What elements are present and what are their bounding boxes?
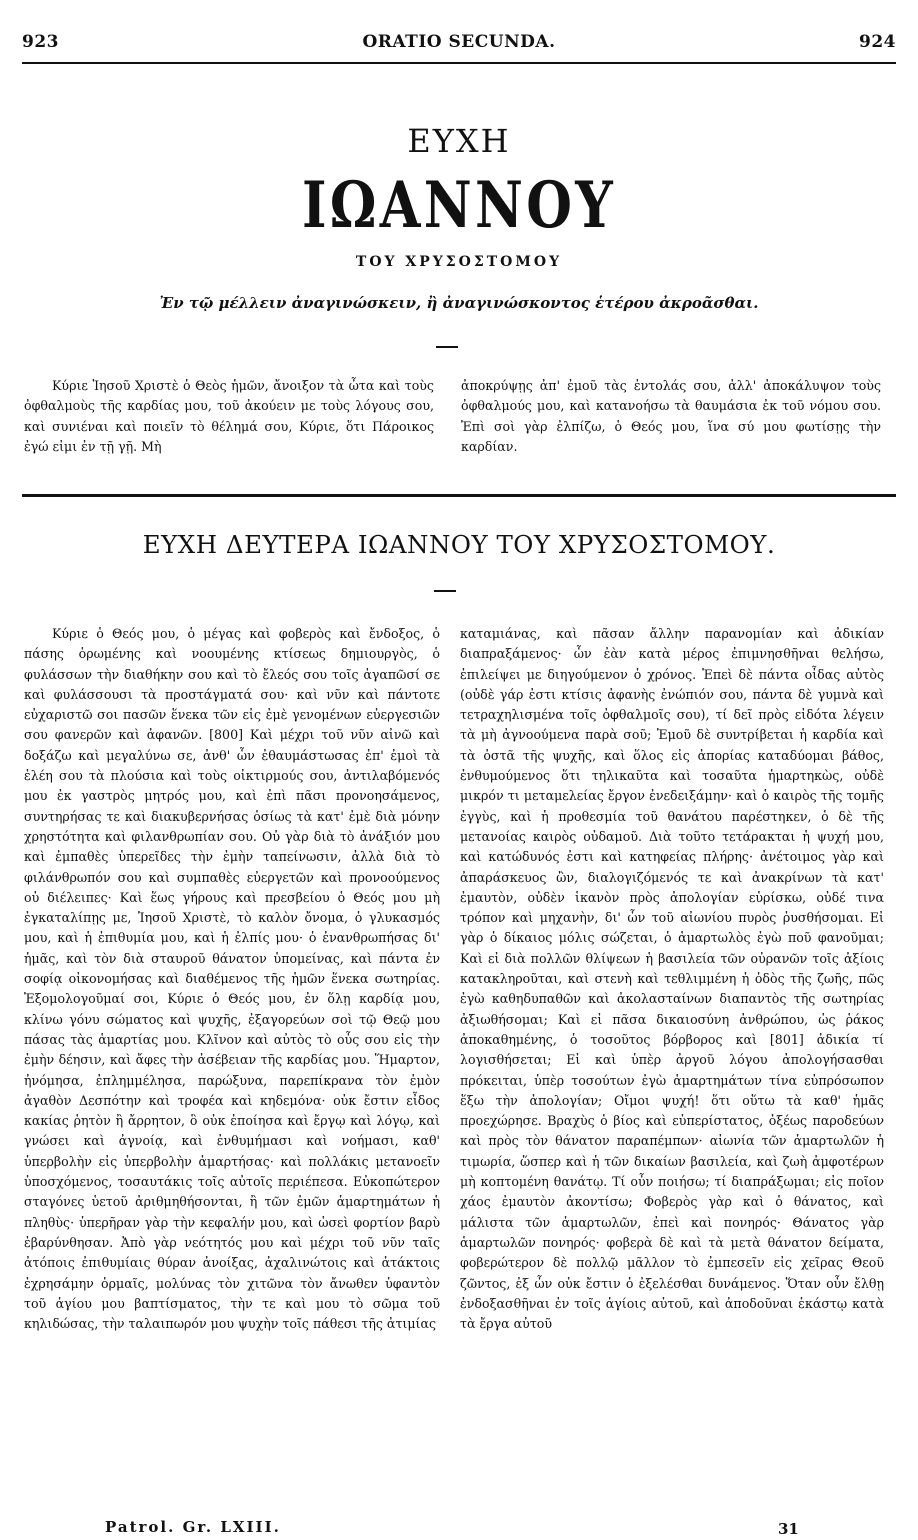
running-title: ORATIO SECUNDA. [362,32,556,52]
prayer1-text-right: ἀποκρύψῃς ἀπ' ἐμοῦ τὰς ἐντολάς σου, ἀλλ' ἀποκάλυψον τοὺς ὀφθαλμούς μου, καὶ κατανοήσω τὰ θαυμάσια ἐκ τοῦ νόμου σου. Ἐπὶ σοὶ γὰρ ἐλπίζω, ὁ Θεός μου, ἵνα σύ μου φωτίσῃς τὴν καρδίαν. [461,378,881,454]
prayer1-subtitle: Ἐν τῷ μέλλειν ἀναγινώσκειν, ἢ ἀναγινώσκοντος ἑτέρου ἀκροᾶσθαι. [159,294,759,312]
signature-line: Patrol. Gr. LXIII. [105,1518,281,1536]
signature-number: 31 [778,1520,799,1538]
prayer2-dash [434,590,456,592]
prayer2-column-right [460,624,884,1512]
prayer1-heading-line2: ΙΩΑΝΝΟΥ [301,168,617,243]
prayer1-column-left [24,376,434,457]
prayer1-heading-line3: ΤΟΥ ΧΡΥΣΟΣΤΟΜΟΥ [355,254,563,270]
page-number-right: 924 [859,32,896,52]
prayer1-column-right [461,376,881,457]
header-rule [22,62,896,64]
prayer2-text-left: Κύριε ὁ Θεός μου, ὁ μέγας καὶ φοβερὸς καὶ ἔνδοξος, ὁ πάσης ὁρωμένης καὶ νοουμένης κτίσεως δημιουργὸς, ὁ φυλάσσων τὴν διαθήκην σου καὶ τὸ ἔλεός σου τοῖς ἀγαπῶσί σε καὶ φυλάσσουσι τὰ προστάγματά σου· καὶ νῦν καὶ πάντοτε εὐχαριστῶ σοι πασῶν ἕνεκα τῶν εἰς ἐμὲ γενομένων εὐεργεσιῶν σου φανερῶν καὶ ἀφανῶν. [800] Καὶ μέχρι τοῦ νῦν αἰνῶ καὶ δοξάζω καὶ μεγαλύνω σε, ἀνθ' ὧν ἐθαυμάστωσας ἐπ' ἐμοὶ τὰ ἐλέη σου τὰ πλούσια καὶ τοὺς οἰκτιρμούς σου, ἀντιλαβόμενός μου ἐκ γαστρὸς μητρός μου, καὶ ἐπὶ πᾶσι προνοησάμενος, συντηρήσας τε καὶ διακυβερνήσας ὁσίως τὰ κατ' ἐμὲ διὰ μόνην χρηστότητα καὶ φιλανθρωπίαν σου. Οὐ γὰρ διὰ τὸ ἀνάξιόν μου καὶ ἐμπαθὲς ὑπερεῖδες τὴν ἐμὴν ταπείνωσιν, ἀλλὰ διὰ τὸ φιλάνθρωπόν σου καὶ συμπαθὲς εὐεργετῶν καὶ προνοούμενος οὐ διέλειπες· Καὶ ἕως γήρους καὶ πρεσβείου ὁ Θεός μου μὴ ἐγκαταλίπῃς με, Ἰησοῦ Χριστὲ, τὸ καλὸν ὄνομα, ὁ γλυκασμός μου, καὶ ἡ ἐπιθυμία μου, καὶ ἡ ἐλπίς μου· ὁ ἐνανθρωπήσας δι' ἡμᾶς, καὶ τὸν διὰ σταυροῦ θάνατον ὑπομείνας, καὶ πάντα ἐν σοφίᾳ οἰκονομήσας καὶ διαθέμενος τῆς ἡμῶν ἕνεκα σωτηρίας. Ἐξομολογοῦμαί σοι, Κύριε ὁ Θεός μου, ἐν ὅλῃ καρδίᾳ μου, κλίνω γόνυ σώματος καὶ ψυχῆς, ἐξαγορεύων σοὶ τῷ Θεῷ μου πάσας τὰς ἁμαρτίας μου. Κλῖνον καὶ αὐτὸς τὸ οὖς σου εἰς τὴν ἐμὴν δέησιν, καὶ ἄφες τὴν ἀσέβειαν τῆς καρδίας μου. Ἥμαρτον, ἠνόμησα, ἐπλημμέλησα, παρώξυνα, παρεπίκρανα τὸν ἐμὸν ἀγαθὸν Δεσπότην καὶ τροφέα καὶ κηδεμόνα· οὐκ ἔστιν εἶδος κακίας ῥητὸν ἢ ἄρρητον, ὃ οὐκ ἐποίησα καὶ ἔργῳ καὶ λόγῳ, καὶ γνώσει καὶ ἀγνοίᾳ, καὶ ἐνθυμήμασι καὶ νοήμασι, καθ' ὑπερβολὴν εἰς ὑπερβολὴν ἁμαρτήσας· καὶ πολλάκις μετανοεῖν ὑποσχόμενος, τοσαυτάκις τοῖς αὐτοῖς περιέπεσα. Εὐκοπώτερον σταγόνες ὑετοῦ ἀριθμηθήσονται, ἢ τῶν ἐμῶν ἁμαρτημάτων ἡ πληθὺς· ὑπερῆραν γὰρ τὴν κεφαλήν μου, καὶ ὡσεὶ φορτίον βαρὺ ἐβαρύνθησαν. Ἀπὸ γὰρ νεότητός μου καὶ μέχρι τοῦ νῦν ταῖς ἀτόποις ἐπιθυμίαις θύραν ἀνοίξας, ἀχαλινώτοις καὶ ἀτάκτοις ἐχρησάμην ὁρμαῖς, μολύνας τὸν χιτῶνα τὸν ἄνωθεν ὑφαντὸν τοῦ ἁγίου μου βαπτίσματος, τὴν τε καὶ μου τὸ σῶμα τοῦ κηλιδώσας, τὴν ταλαιπωρόν μου ψυχὴν τοῖς πάθεσι τῆς ἀτιμίας [24,626,440,1332]
section-rule [22,494,896,497]
running-head [22,32,896,56]
prayer1-text-left: Κύριε Ἰησοῦ Χριστὲ ὁ Θεὸς ἡμῶν, ἄνοιξον τὰ ὦτα καὶ τοὺς ὀφθαλμοὺς τῆς καρδίας μου, τοῦ ἀκούειν με τοὺς λόγους σου, καὶ συνιέναι καὶ ποιεῖν τὸ θέλημά σου, Κύριε, ὅτι Πάροικος ἐγώ εἰμι ἐν τῇ γῇ. Μὴ [24,378,434,454]
prayer2-column-left [24,624,440,1512]
prayer2-heading: ΕΥΧΗ ΔΕΥΤΕΡΑ ΙΩΑΝΝΟΥ ΤΟΥ ΧΡΥΣΟΣΤΟΜΟΥ. [142,530,776,559]
prayer2-text-right: καταμιάνας, καὶ πᾶσαν ἄλλην παρανομίαν καὶ ἀδικίαν διαπραξάμενος· ὧν ἐὰν κατὰ μέρος ἐπιμνησθῆναι θελήσω, ἐπιλείψει με διηγούμενον ὁ χρόνος. Ἐπεὶ δὲ πάντα οἶδας αὐτὸς (οὐδὲ γάρ ἐστι κτίσις ἀφανὴς ἐνώπιόν σου, πάντα δὲ γυμνὰ καὶ τετραχηλισμένα τοῖς ὀφθαλμοῖς σου), τί δεῖ πρὸς εἰδότα λέγειν τὰ μὴ ἀγνοούμενα παρὰ σοῦ; Ἐμοῦ δὲ συντρίβεται ἡ καρδία καὶ τὰ ὀστᾶ τῆς ψυχῆς, καὶ ὅλος εἰς ἀπορίας καταδύομαι βάθος, ἐνθυμούμενος ὅτι τηλικαῦτα καὶ τοσαῦτα ἡμαρτηκὼς, οὐδὲ μικρόν τι μεταμελείας ἔργον ἐνεδειξάμην· καὶ ὁ καιρὸς τῆς τομῆς ἐγγὺς, καὶ ἡ προθεσμία τοῦ θανάτου παρέστηκεν, ὁ δὲ τῆς μετανοίας καιρὸς οὐδαμοῦ. Διὰ τοῦτο τετάρακται ἡ ψυχή μου, καὶ κατώδυνός ἐστι καὶ κατηφείας πλήρης· ἀνέτοιμος γὰρ καὶ ἀπαράσκευος ὢν, διαλογιζόμενός τε καὶ ἀνακρίνων τὰ κατ' ἐμαυτὸν, οὐδὲν ἱκανὸν πρὸς ἀπολογίαν εὑρίσκω, οὐδέ τινα τρόπον καὶ μηχανὴν, δι' ὧν τοῦ αἰωνίου πυρὸς ῥυσθήσομαι. Εἰ γὰρ ὁ δίκαιος μόλις σώζεται, ὁ ἁμαρτωλὸς ἐγὼ ποῦ φανοῦμαι; Καὶ εἰ διὰ πολλῶν θλίψεων ἡ βασιλεία τῶν οὐρανῶν τοῖς ἀξίοις κατακληροῦται, καὶ στενὴ καὶ τεθλιμμένη ἡ ὁδὸς τῆς ζωῆς, πῶς ἐγὼ καθηδυπαθῶν καὶ ἀκολασταίνων διαπαντὸς τῆς σωτηρίας ἀξιωθήσομαι; Καὶ εἰ πᾶσα δικαιοσύνη ἀνθρώπου, ὡς ῥάκος ἀποκαθημένης, ὁ τοσοῦτος βόρβορος καὶ [801] ἀδικία τί λογισθήσεται; Εἰ καὶ ὑπὲρ ἀργοῦ λόγου ἀπολογήσασθαι πρόκειται, ὑπὲρ τοσούτων ἐγὼ ἁμαρτημάτων τίνα εὐπρόσωπον ἕξω τὴν ἀπολογίαν; Οἴμοι ψυχή! ὅτι οὕτω τὰ καθ' ἡμᾶς προεχώρησε. Βραχὺς ὁ βίος καὶ εὐπερίστατος, ὀξέως παροδεύων καὶ πρὸς τὸν θάνατον παραπέμπων· αἰωνία τῶν ἁμαρτωλῶν ἡ τιμωρία, ὥσπερ καὶ ἡ τῶν δικαίων βασιλεία, καὶ ζωὴ ἀμφοτέρων μὴ κοπτομένη θανάτῳ. Τί οὖν ποιήσω; τί διαπράξωμαι; εἰς ποῖον χάος ἐμαυτὸν ἀκοντίσω; Φοβερὸς γὰρ καὶ ὁ θάνατος, καὶ μάλιστα τῶν ἁμαρτωλῶν, ἐπεὶ καὶ πονηρός· Θάνατος γὰρ ἁμαρτωλῶν πονηρός· φοβερὰ δὲ καὶ τὰ μετὰ θάνατον δείματα, φοβερώτερον δὲ πολλῷ μᾶλλον τὸ ἐμπεσεῖν εἰς χεῖρας Θεοῦ ζῶντος, ἐξ ὧν οὐκ ἔστιν ὁ ἐξελέσθαι δυνάμενος. Ὅταν οὖν ἔλθῃ ἐνδοξασθῆναι ἐν τοῖς ἁγίοις αὐτοῦ, καὶ ἀποδοῦναι ἑκάστῳ κατὰ τὰ ἔργα αὐτοῦ [460,626,884,1332]
page-number-left: 923 [22,32,59,52]
prayer1-heading-line1: ΕΥΧΗ [407,122,511,160]
prayer1-dash [436,346,458,348]
